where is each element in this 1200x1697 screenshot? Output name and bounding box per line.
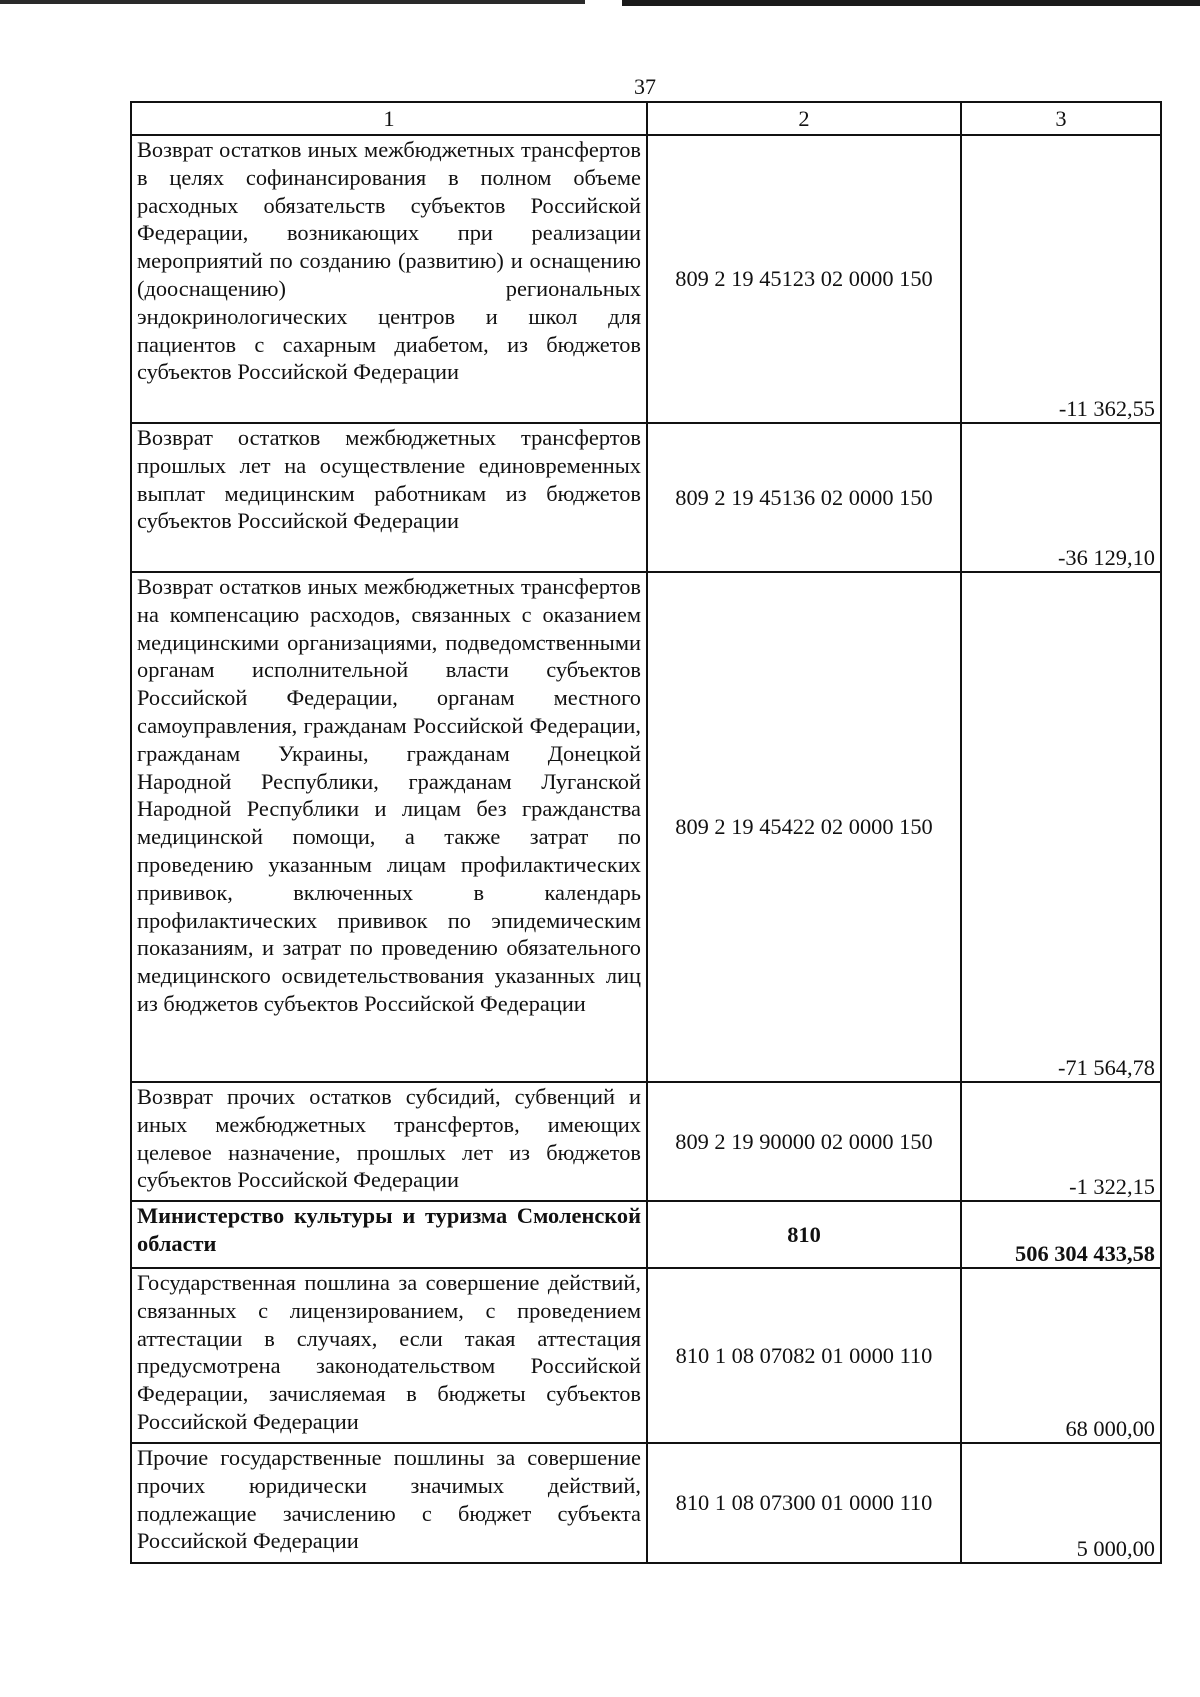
table-row [131, 1082, 1161, 1201]
row-budget-code: 810 1 08 07082 01 0000 110 [647, 1268, 961, 1443]
row-description: Возврат прочих остатков субсидий, субвенций и иных межбюджетных трансфертов, имеющих целевое назначение, прошлых лет из бюджетов субъектов Российской Федерации [131, 1082, 647, 1201]
row-amount: -71 564,78 [961, 572, 1161, 1082]
row-amount: -11 362,55 [961, 135, 1161, 423]
row-amount: -36 129,10 [961, 423, 1161, 572]
row-description: Государственная пошлина за совершение действий, связанных с лицензированием, с проведением аттестации в случаях, если такая аттестация предусмотрена законодательством Российской Федерации, зачисляемая в бюджеты субъектов Российской Федерации [131, 1268, 647, 1443]
scan-edge-artifact [622, 0, 1200, 6]
row-budget-code: 809 2 19 45136 02 0000 150 [647, 423, 961, 572]
column-header-2: 2 [647, 102, 961, 135]
row-budget-code: 810 [647, 1201, 961, 1268]
row-description: Возврат остатков иных межбюджетных трансфертов на компенсацию расходов, связанных с оказанием медицинскими организациями, подведомственными органам исполнительной власти субъектов Российской Федерации, органам местного самоуправления, гражданам Российской Федерации, гражданам Украины, гражданам Донецкой Народной Республики, гражданам Луганской Народной Республики и лицам без гражданства медицинской помощи, а также затрат по проведению указанным лицам профилактических прививок, включенных в календарь профилактических прививок по эпидемическим показаниям, и затрат по проведению обязательного медицинского освидетельствования указанных лиц из бюджетов субъектов Российской Федерации [131, 572, 647, 1082]
table-header-row [131, 102, 1161, 135]
row-description: Возврат остатков межбюджетных трансфертов прошлых лет на осуществление единовременных выплат медицинским работникам из бюджетов субъектов Российской Федерации [131, 423, 647, 572]
scan-edge-artifact [0, 0, 585, 4]
table-row [131, 1443, 1161, 1563]
table-row [131, 423, 1161, 572]
row-amount: 68 000,00 [961, 1268, 1161, 1443]
row-description: Прочие государственные пошлины за совершение прочих юридически значимых действий, подлежащие зачислению с бюджет субъекта Российской Федерации [131, 1443, 647, 1563]
row-description: Возврат остатков иных межбюджетных трансфертов в целях софинансирования в полном объеме расходных обязательств субъектов Российской Федерации, возникающих при реализации мероприятий по созданию (развитию) и оснащению (дооснащению) региональных эндокринологических центров и школ для пациентов с сахарным диабетом, из бюджетов субъектов Российской Федерации [131, 135, 647, 423]
revenue-table [130, 101, 1162, 1564]
column-header-3: 3 [961, 102, 1161, 135]
row-amount: 5 000,00 [961, 1443, 1161, 1563]
table-row-ministry [131, 1201, 1161, 1268]
page-number: 37 [634, 74, 656, 99]
row-budget-code: 809 2 19 90000 02 0000 150 [647, 1082, 961, 1201]
table-row [131, 135, 1161, 423]
row-budget-code: 809 2 19 45422 02 0000 150 [647, 572, 961, 1082]
table-row [131, 1268, 1161, 1443]
row-amount: 506 304 433,58 [961, 1201, 1161, 1268]
row-description: Министерство культуры и туризма Смоленской области [131, 1201, 647, 1268]
column-header-1: 1 [131, 102, 647, 135]
row-budget-code: 809 2 19 45123 02 0000 150 [647, 135, 961, 423]
row-budget-code: 810 1 08 07300 01 0000 110 [647, 1443, 961, 1563]
table-row [131, 572, 1161, 1082]
row-amount: -1 322,15 [961, 1082, 1161, 1201]
